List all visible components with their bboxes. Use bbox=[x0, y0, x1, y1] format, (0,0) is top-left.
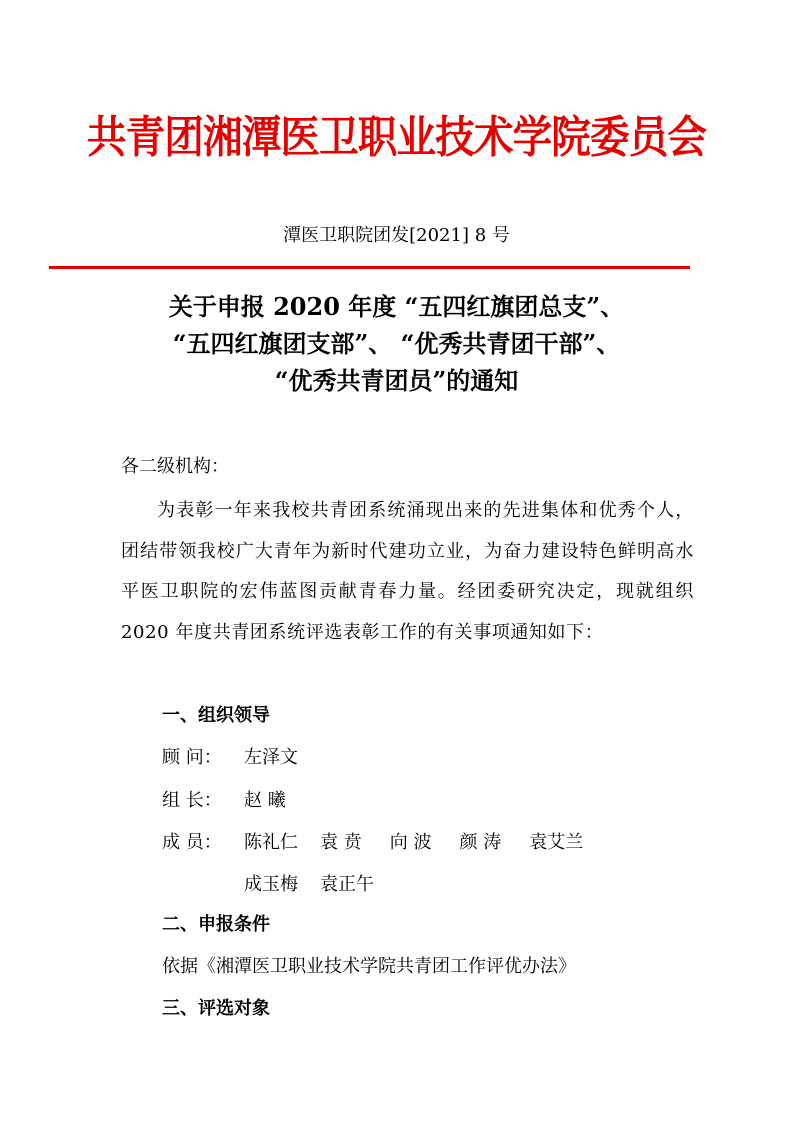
section-heading-candidates: 三、评选对象 bbox=[162, 998, 270, 1019]
document-title bbox=[0, 288, 793, 399]
leader-name: 赵 曦 bbox=[244, 790, 286, 811]
red-divider-line bbox=[49, 266, 690, 269]
section-heading-requirements: 二、申报条件 bbox=[162, 914, 270, 935]
member-name: 颜 涛 bbox=[459, 832, 502, 853]
intro-paragraph: 为表彰一年来我校共青团系统涌现出来的先进集体和优秀个人，团结带领我校广大青年为新时代建功立业，为奋力建设特色鲜明高水平医卫职院的宏伟蓝图贡献青春力量。经团委研究决定，现就组织 2020 年度共青团系统评选表彰工作的有关事项通知如下： bbox=[121, 500, 694, 643]
member-name: 向 波 bbox=[389, 832, 432, 853]
salutation: 各二级机构： bbox=[121, 456, 229, 477]
document-number: 潭医卫职院团发[2021] 8 号 bbox=[283, 225, 510, 246]
title-line-1: 关于申报 2020 年度 “五四红旗团总支”、 bbox=[168, 292, 625, 321]
issuing-organization-header: 共青团湘潭医卫职业技术学院委员会 bbox=[86, 112, 707, 163]
title-line-2: “五四红旗团支部”、 “优秀共青团干部”、 bbox=[172, 329, 621, 358]
adviser-name: 左泽文 bbox=[244, 747, 298, 768]
member-name: 陈礼仁 bbox=[244, 832, 298, 853]
members-label: 成 员： bbox=[162, 832, 222, 853]
member-name: 袁正午 bbox=[320, 874, 374, 895]
leader-row bbox=[162, 787, 286, 815]
member-name: 成玉梅 bbox=[244, 874, 298, 895]
member-name: 袁 贲 bbox=[320, 832, 362, 853]
leader-label: 组 长： bbox=[162, 790, 222, 811]
adviser-row bbox=[162, 744, 298, 772]
members-row bbox=[162, 829, 605, 857]
title-line-3: “优秀共青团员”的通知 bbox=[274, 366, 519, 395]
members-row-continued bbox=[162, 871, 396, 899]
requirements-basis-text: 依据《湘潭医卫职业技术学院共青团工作评优办法》 bbox=[162, 956, 576, 977]
section-heading-organization: 一、组织领导 bbox=[162, 705, 270, 726]
member-name: 袁艾兰 bbox=[529, 832, 584, 853]
adviser-label: 顾 问： bbox=[162, 747, 222, 768]
